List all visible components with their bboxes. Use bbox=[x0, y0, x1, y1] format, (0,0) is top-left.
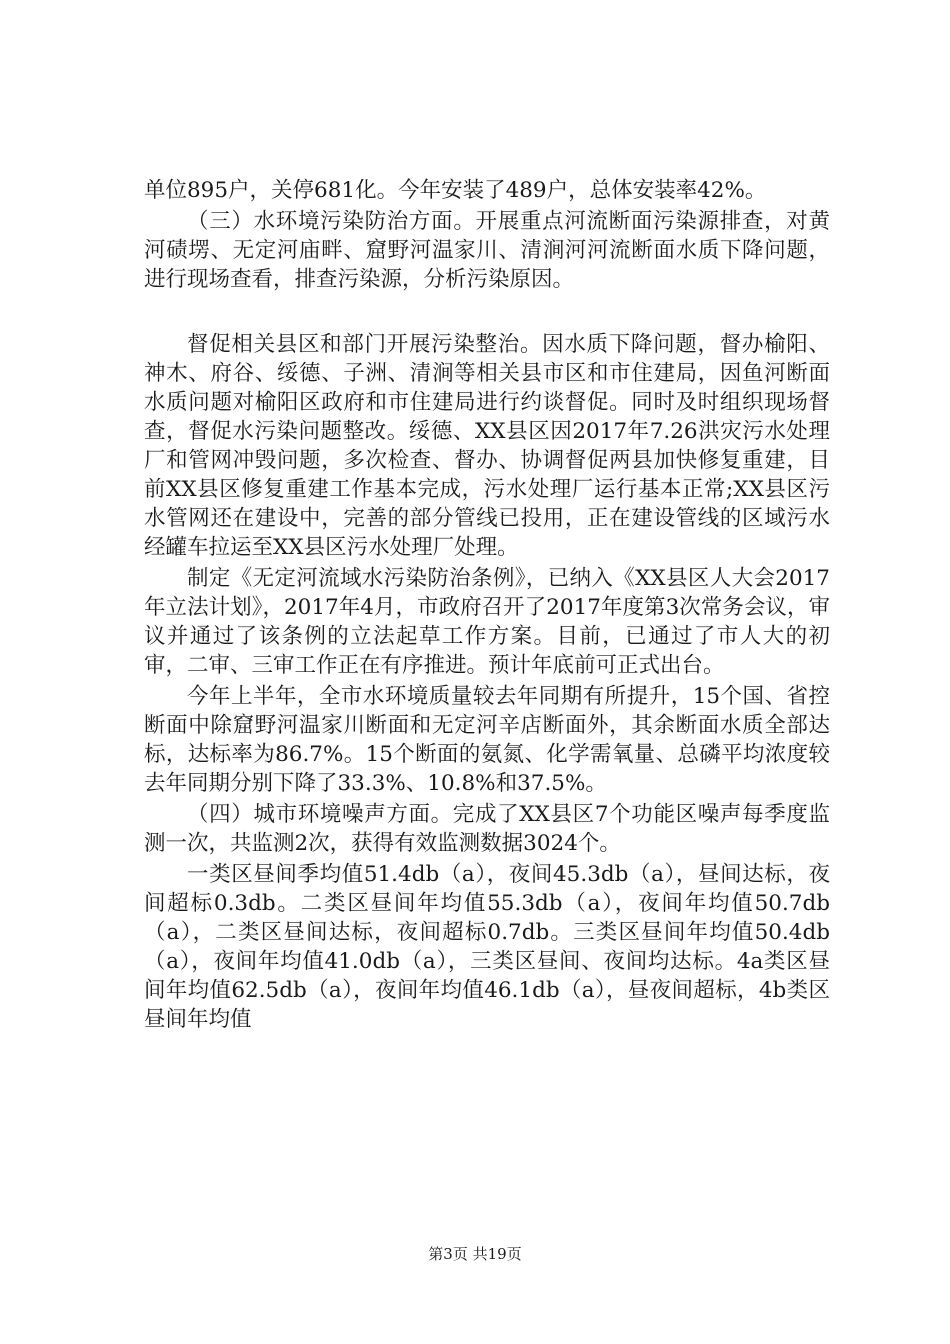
page-number-footer: 第3页 共19页 bbox=[428, 1245, 522, 1263]
paragraph-supervision: 督促相关县区和部门开展污染整治。因水质下降问题，督办榆阳、神木、府谷、绥德、子洲、清涧等相关县市区和市住建局，因鱼河断面水质问题对榆阳区政府和市住建局进行约谈督促。同时及时组织现场督查，督促水污染问题整改。绥德、XX县区因2017年7.26洪灾污水处理厂和管网冲毁问题，多次检查、督办、协调督促两县加快修复重建，目前XX县区修复重建工作基本完成，污水处理厂运行基本正常;XX县区污水管网还在建设中，完善的部分管线已投用，正在建设管线的区域污水经罐车拉运至XX县区污水处理厂处理。 bbox=[144, 332, 830, 560]
paragraph-water-pollution-heading: （三）水环境污染防治方面。开展重点河流断面污染源排查，对黄河碛塄、无定河庙畔、窟野河温家川、清涧河河流断面水质下降问题，进行现场查看，排查污染源，分析污染原因。 bbox=[144, 209, 830, 292]
paragraph-regulation: 制定《无定河流域水污染防治条例》，已纳入《XX县区人大会2017年立法计划》，2017年4月，市政府召开了2017年度第3次常务会议，审议并通过了该条例的立法起草工作方案。目前，已通过了市人大的初审，二审、三审工作正在有序推进。预计年底前可正式出台。 bbox=[144, 566, 830, 678]
paragraph-noise-heading: （四）城市环境噪声方面。完成了XX县区7个功能区噪声每季度监测一次，共监测2次，获得有效监测数据3024个。 bbox=[144, 802, 830, 856]
document-body bbox=[144, 176, 830, 1034]
paragraph-noise-data: 一类区昼间季均值51.4db（a），夜间45.3db（a），昼间达标，夜间超标0.3db。二类区昼间年均值55.3db（a），夜间年均值50.7db（a），二类区昼间达标，夜间超标0.7db。三类区昼间年均值50.4db（a），夜间年均值41.0db（a），三类区昼间、夜间均达标。4a类区昼间年均值62.5db（a），夜间年均值46.1db（a），昼夜间超标，4b类区昼间年均值 bbox=[144, 862, 830, 1032]
paragraph-continuation: 单位895户，关停681化。今年安装了489户，总体安装率42%。 bbox=[144, 178, 767, 203]
paragraph-water-quality: 今年上半年，全市水环境质量较去年同期有所提升，15个国、省控断面中除窟野河温家川断面和无定河辛店断面外，其余断面水质全部达标，达标率为86.7%。15个断面的氨氮、化学需氧量、总磷平均浓度较去年同期分别下降了33.3%、10.8%和37.5%。 bbox=[144, 684, 830, 796]
